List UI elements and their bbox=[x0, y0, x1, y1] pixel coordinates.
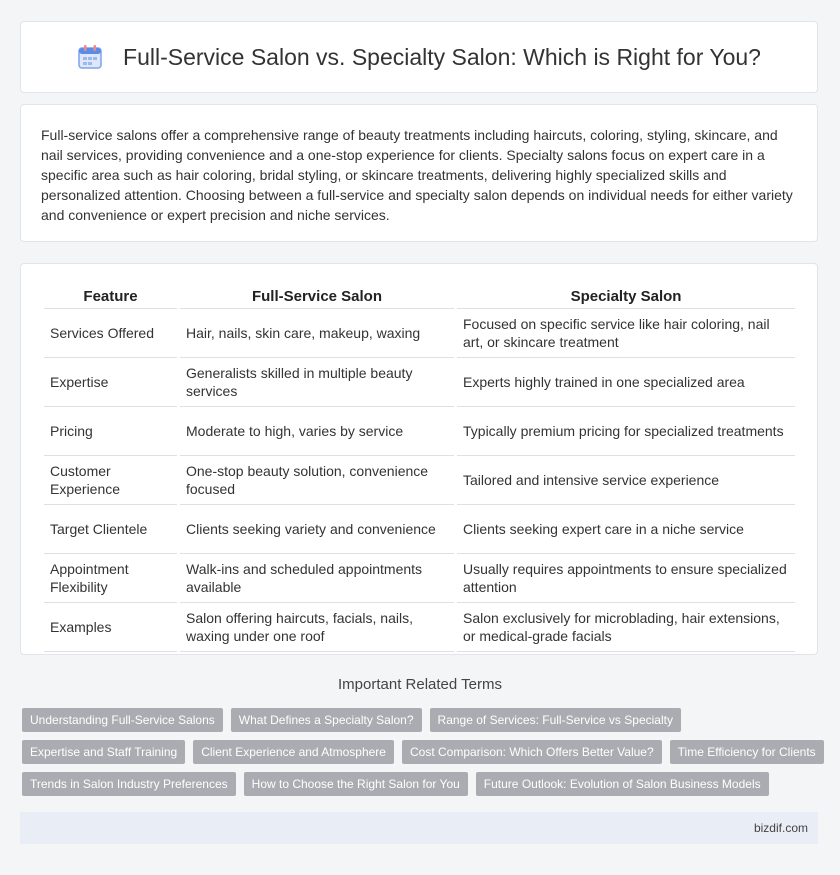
table-row bbox=[44, 358, 795, 407]
specialty-cell: Typically premium pricing for specialized treatments bbox=[457, 407, 795, 456]
feature-cell: Appointment Flexibility bbox=[44, 554, 177, 603]
tag-row bbox=[22, 708, 822, 732]
specialty-cell: Salon exclusively for microblading, hair extensions, or medical-grade facials bbox=[457, 603, 795, 652]
related-term-tag[interactable]: Understanding Full-Service Salons bbox=[22, 708, 223, 732]
specialty-cell: Clients seeking expert care in a niche service bbox=[457, 505, 795, 554]
related-term-tag[interactable]: Future Outlook: Evolution of Salon Business Models bbox=[476, 772, 769, 796]
tag-row bbox=[22, 740, 822, 764]
feature-cell: Examples bbox=[44, 603, 177, 652]
table-row bbox=[44, 603, 795, 652]
specialty-cell: Tailored and intensive service experience bbox=[457, 456, 795, 505]
full-service-cell: Salon offering haircuts, facials, nails, waxing under one roof bbox=[180, 603, 454, 652]
related-term-tag[interactable]: Time Efficiency for Clients bbox=[670, 740, 824, 764]
page-title: Full-Service Salon vs. Specialty Salon: Which is Right for You? bbox=[123, 43, 761, 70]
related-term-tag[interactable]: Cost Comparison: Which Offers Better Value? bbox=[402, 740, 662, 764]
table-row bbox=[44, 309, 795, 358]
table-header-row bbox=[44, 284, 795, 309]
related-term-tag[interactable]: Client Experience and Atmosphere bbox=[193, 740, 394, 764]
feature-cell: Services Offered bbox=[44, 309, 177, 358]
full-service-cell: Hair, nails, skin care, makeup, waxing bbox=[180, 309, 454, 358]
header-feature: Feature bbox=[44, 284, 177, 309]
intro-card bbox=[20, 104, 818, 242]
full-service-cell: Walk-ins and scheduled appointments available bbox=[180, 554, 454, 603]
tag-row bbox=[22, 772, 822, 796]
table-row bbox=[44, 554, 795, 603]
footer-site-name[interactable]: bizdif.com bbox=[753, 821, 808, 835]
table-row bbox=[44, 456, 795, 505]
table-row bbox=[44, 407, 795, 456]
related-terms-title: Important Related Terms bbox=[338, 676, 502, 693]
related-term-tag[interactable]: Trends in Salon Industry Preferences bbox=[22, 772, 236, 796]
header-card bbox=[20, 21, 818, 93]
related-term-tag[interactable]: How to Choose the Right Salon for You bbox=[244, 772, 468, 796]
related-terms-list bbox=[22, 708, 822, 804]
header-full-service: Full-Service Salon bbox=[180, 284, 454, 309]
footer bbox=[20, 812, 818, 844]
related-term-tag[interactable]: Range of Services: Full-Service vs Specialty bbox=[430, 708, 681, 732]
feature-cell: Target Clientele bbox=[44, 505, 177, 554]
full-service-cell: One-stop beauty solution, convenience focused bbox=[180, 456, 454, 505]
header-specialty: Specialty Salon bbox=[457, 284, 795, 309]
full-service-cell: Moderate to high, varies by service bbox=[180, 407, 454, 456]
related-term-tag[interactable]: Expertise and Staff Training bbox=[22, 740, 185, 764]
full-service-cell: Clients seeking variety and convenience bbox=[180, 505, 454, 554]
comparison-table-card bbox=[20, 263, 818, 655]
specialty-cell: Usually requires appointments to ensure specialized attention bbox=[457, 554, 795, 603]
related-term-tag[interactable]: What Defines a Specialty Salon? bbox=[231, 708, 422, 732]
feature-cell: Expertise bbox=[44, 358, 177, 407]
calendar-icon bbox=[77, 44, 103, 70]
specialty-cell: Experts highly trained in one specialized area bbox=[457, 358, 795, 407]
table-row bbox=[44, 505, 795, 554]
comparison-table bbox=[41, 284, 798, 652]
specialty-cell: Focused on specific service like hair coloring, nail art, or skincare treatment bbox=[457, 309, 795, 358]
intro-text: Full-service salons offer a comprehensive range of beauty treatments including haircuts, coloring, styling, skincare, and nail services, providing convenience and a one-stop experience for clients. Specialty salons focus on expert care in a specific area such as hair coloring, bridal styling, or skincare treatments, delivering highly specialized skills and personalized attention. Choosing between a full-service and specialty salon depends on individual needs for either variety and convenience or expert precision and niche services. bbox=[41, 127, 793, 223]
feature-cell: Pricing bbox=[44, 407, 177, 456]
full-service-cell: Generalists skilled in multiple beauty services bbox=[180, 358, 454, 407]
feature-cell: Customer Experience bbox=[44, 456, 177, 505]
